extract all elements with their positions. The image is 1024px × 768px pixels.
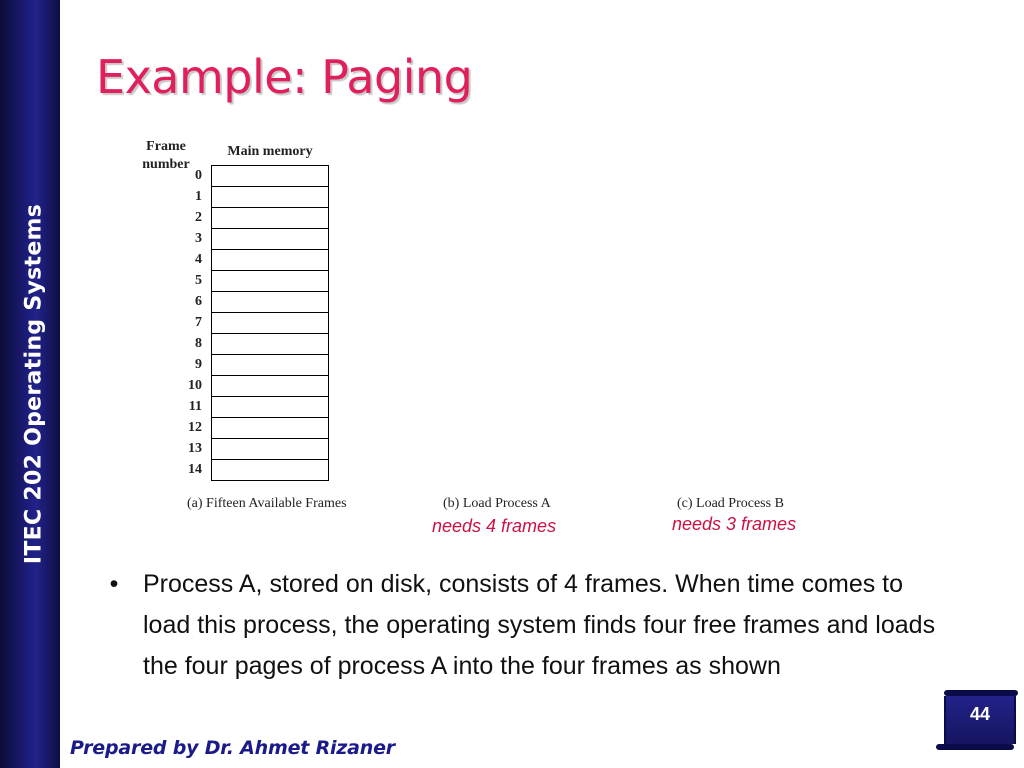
memory-frame-cell xyxy=(211,249,329,271)
footer-author: Prepared by Dr. Ahmet Rizaner xyxy=(70,737,395,759)
frame-number-label: 5 xyxy=(195,273,202,288)
note-b: needs 4 frames xyxy=(432,516,557,536)
memory-frame-cell xyxy=(211,354,329,376)
frame-number-label: 1 xyxy=(195,189,202,204)
memory-frame-cell xyxy=(211,207,329,229)
memory-frame-cell xyxy=(211,228,329,250)
memory-frame-cell xyxy=(211,333,329,355)
memory-frame-cell xyxy=(211,291,329,313)
frame-number-label: 12 xyxy=(188,420,202,435)
note-c: needs 3 frames xyxy=(672,514,797,534)
caption-c: (c) Load Process B xyxy=(677,496,784,511)
frame-number-label: 2 xyxy=(195,210,202,225)
slide-title: Example: Paging xyxy=(96,50,473,104)
caption-b: (b) Load Process A xyxy=(443,496,551,511)
frame-number-label: 10 xyxy=(188,378,202,393)
page-number: 44 xyxy=(969,704,991,724)
frame-number-label: 9 xyxy=(195,357,202,372)
memory-frame-cell xyxy=(211,186,329,208)
memory-frame-cell xyxy=(211,438,329,460)
frame-number-heading: Frame number xyxy=(142,139,190,172)
caption-a: (a) Fifteen Available Frames xyxy=(187,496,347,511)
sidebar-course-title: ITEC 202 Operating Systems xyxy=(21,203,47,565)
frame-number-label: 8 xyxy=(195,336,202,351)
frame-number-label: 6 xyxy=(195,294,202,309)
sidebar xyxy=(0,0,60,768)
memory-frame-cell xyxy=(211,165,329,187)
bullet-item xyxy=(100,564,950,687)
bullet-symbol: • xyxy=(109,570,119,598)
frame-number-label: 11 xyxy=(188,399,202,414)
frame-number-label: 13 xyxy=(188,441,202,456)
memory-frame-cell xyxy=(211,312,329,334)
page-number-tab xyxy=(936,690,1018,754)
frame-number-label: 3 xyxy=(195,231,202,246)
frame-number-label: 0 xyxy=(195,168,202,183)
bullet-text: Process A, stored on disk, consists of 4 frames. When time comes to load this process, the operating system finds four free frames and loads the four pages of process A into the four frames as shown xyxy=(143,570,936,680)
memory-frame-cell xyxy=(211,270,329,292)
memory-frame-cell xyxy=(211,417,329,439)
memory-frame-cell xyxy=(211,375,329,397)
frame-number-label: 4 xyxy=(195,252,202,267)
frame-number-label: 14 xyxy=(188,462,202,477)
memory-frame-cell xyxy=(211,396,329,418)
frame-number-label: 7 xyxy=(195,315,202,330)
main-memory-heading: Main memory xyxy=(227,144,313,159)
memory-frame-cell xyxy=(211,459,329,481)
